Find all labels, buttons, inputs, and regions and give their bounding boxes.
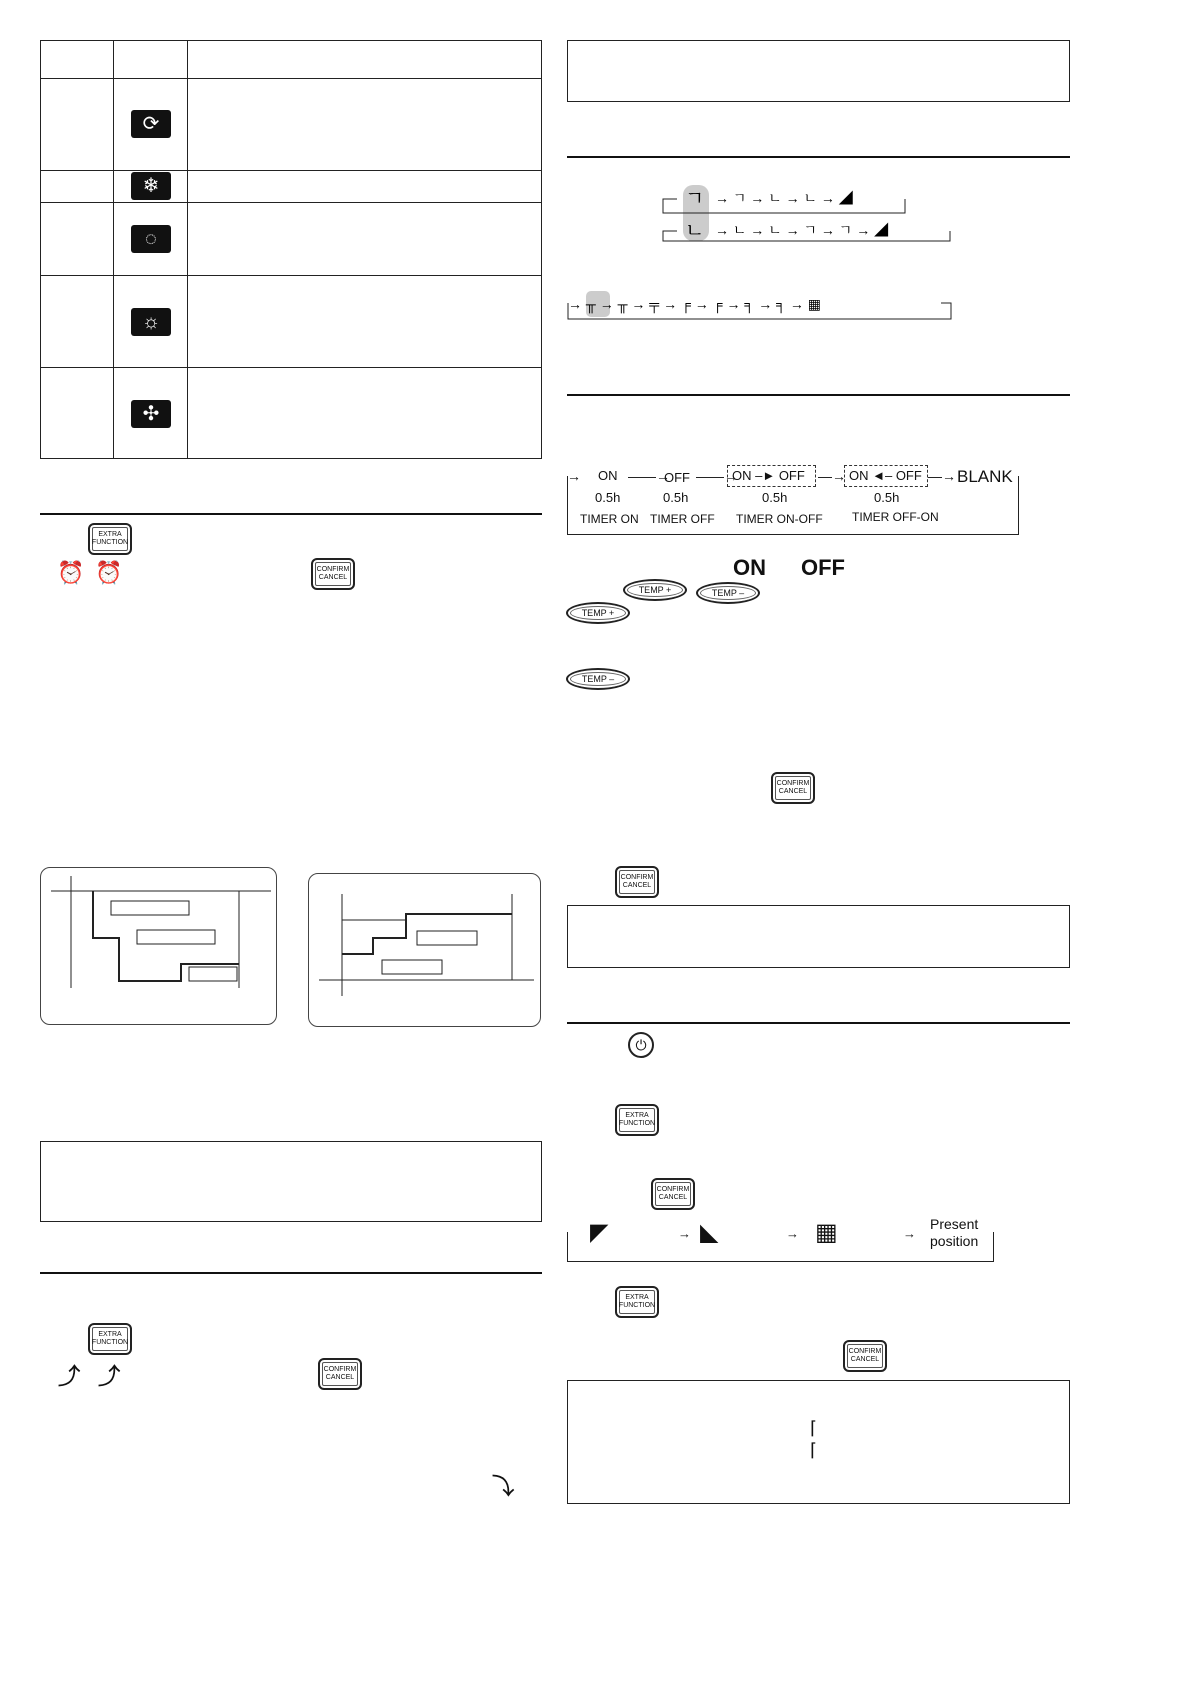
- section-divider: [567, 394, 1070, 396]
- confirm-cancel-button[interactable]: [318, 1358, 362, 1390]
- section-divider: [40, 513, 542, 515]
- confirm-cancel-button[interactable]: [843, 1340, 887, 1372]
- confirm-cancel-button[interactable]: [311, 558, 355, 590]
- note-box: [567, 1380, 1070, 1504]
- table-row-divider: [40, 170, 542, 171]
- svg-text:ㄴ: ㄴ: [685, 218, 705, 242]
- timer-hours: 0.5h: [762, 490, 788, 505]
- full-sweep-icon: ▦: [815, 1219, 838, 1246]
- button-label: CONFIRM: [848, 1348, 882, 1355]
- display-on: ON: [733, 555, 766, 580]
- button-label: CANCEL: [850, 1356, 880, 1363]
- extra-function-button[interactable]: [88, 1323, 132, 1355]
- auto-mode-icon: ⟳: [131, 110, 171, 138]
- extra-function-button[interactable]: [615, 1286, 659, 1318]
- display-off: OFF: [801, 555, 845, 580]
- table-row-divider: [40, 78, 542, 79]
- sweep-position: position: [930, 1233, 979, 1249]
- sleep-curve-heat: [309, 874, 542, 1028]
- svg-text:→ ㄱ → ㄴ → ㄴ → ◢: → ㄱ → ㄴ → ㄴ → ◢: [715, 190, 853, 206]
- table-row-divider: [40, 275, 542, 276]
- confirm-cancel-button[interactable]: [651, 1178, 695, 1210]
- timer-arrow: —→: [928, 468, 956, 484]
- extra-function-button[interactable]: [615, 1104, 659, 1136]
- section-divider: [40, 1272, 542, 1274]
- button-label: CANCEL: [778, 788, 808, 795]
- turbo-off-icon: ⤵: [492, 1474, 515, 1499]
- section-divider: [567, 156, 1070, 158]
- svg-text:→ ╥ → ╥ → ╤ → ╒ → ╒ → ╕ → ╕ →: → ╥ → ╥ → ╤ → ╒ → ╒ → ╕ → ╕ → ▦: [568, 296, 822, 312]
- button-label: EXTRA: [98, 1331, 122, 1338]
- button-label: FUNCTION: [618, 1302, 656, 1309]
- table-col-divider: [187, 40, 188, 459]
- timer-arrow: ——→: [628, 468, 670, 484]
- confirm-cancel-button[interactable]: [615, 866, 659, 898]
- button-label: CONFIRM: [323, 1366, 357, 1373]
- temp-minus-button[interactable]: TEMP –: [566, 668, 630, 690]
- timer-label: TIMER OFF-ON: [852, 510, 939, 524]
- sleep-icon: ⏰: [57, 560, 85, 585]
- confirm-cancel-button[interactable]: [771, 772, 815, 804]
- mode-table: [40, 40, 542, 459]
- table-row-divider: [40, 367, 542, 368]
- button-label: FUNCTION: [91, 1339, 129, 1346]
- button-label: CONFIRM: [656, 1186, 690, 1193]
- note-box: [567, 905, 1070, 968]
- horizontal-louver-sequence: [566, 287, 956, 323]
- fan-mode-icon: ✣: [131, 400, 171, 428]
- svg-text:ㄱ: ㄱ: [685, 186, 705, 210]
- timer-blank: BLANK: [957, 467, 1013, 486]
- timer-arrow: ——→: [696, 468, 738, 484]
- power-button[interactable]: [628, 1032, 654, 1058]
- sweep-arrow: →: [786, 1226, 799, 1241]
- timer-arrow: →: [567, 468, 581, 484]
- timer-hours: 0.5h: [874, 490, 900, 505]
- button-label: EXTRA: [98, 531, 122, 538]
- section-divider: [567, 1022, 1070, 1024]
- timer-hours: 0.5h: [663, 490, 689, 505]
- dry-mode-icon: ◌: [131, 225, 171, 253]
- button-label: CANCEL: [658, 1194, 688, 1201]
- button-label: FUNCTION: [91, 539, 129, 546]
- sleep-graph-cool: [40, 867, 277, 1025]
- vertical-flap-icon: ⌈: [810, 1418, 818, 1438]
- timer-off-on: ON ◄– OFF: [849, 468, 922, 483]
- vertical-flap-sequence: [655, 183, 955, 245]
- button-label: CANCEL: [325, 1374, 355, 1381]
- timer-on: ON: [598, 468, 618, 483]
- extra-function-button[interactable]: [88, 523, 132, 555]
- button-label: CONFIRM: [316, 566, 350, 573]
- cool-mode-icon: ❄: [131, 172, 171, 200]
- temp-plus-button[interactable]: TEMP +: [566, 602, 630, 624]
- temp-minus-button[interactable]: TEMP –: [696, 582, 760, 604]
- temp-plus-button[interactable]: TEMP +: [623, 579, 687, 601]
- button-label: CONFIRM: [620, 874, 654, 881]
- heat-mode-icon: ☼: [131, 308, 171, 336]
- button-label: CONFIRM: [776, 780, 810, 787]
- note-box: [40, 1141, 542, 1222]
- timer-on-off: ON –► OFF: [732, 468, 805, 483]
- button-label: EXTRA: [625, 1112, 649, 1119]
- table-col-divider: [113, 40, 114, 459]
- timer-label: TIMER ON: [580, 512, 639, 526]
- table-row-divider: [40, 202, 542, 203]
- note-box: [567, 40, 1070, 102]
- horizontal-flap-icon: ⌈: [810, 1440, 818, 1460]
- svg-text:→ ㄴ → ㄴ → ㄱ → ㄱ → ◢: → ㄴ → ㄴ → ㄱ → ㄱ → ◢: [715, 222, 889, 238]
- timer-label: TIMER OFF: [650, 512, 715, 526]
- timer-off: OFF: [664, 470, 690, 485]
- timer-arrow: —→: [818, 468, 846, 484]
- sweep-present: Present: [930, 1216, 979, 1232]
- timer-label: TIMER ON-OFF: [736, 512, 823, 526]
- sleep-icon: ⏰: [95, 560, 123, 585]
- button-label: CANCEL: [318, 574, 348, 581]
- vertical-sweep-icon: ◤: [590, 1219, 609, 1246]
- sleep-graph-heat: [308, 873, 541, 1027]
- button-label: EXTRA: [625, 1294, 649, 1301]
- sweep-arrow: →: [678, 1226, 691, 1241]
- turbo-icon: ⤴: [98, 1364, 121, 1389]
- sweep-arrow: →: [903, 1226, 916, 1241]
- power-icon: ⏻: [635, 1037, 647, 1053]
- turbo-icon: ⤴: [58, 1364, 81, 1389]
- button-label: CANCEL: [622, 882, 652, 889]
- sleep-curve-cool: [41, 868, 278, 1026]
- timer-hours: 0.5h: [595, 490, 621, 505]
- button-label: FUNCTION: [618, 1120, 656, 1127]
- horizontal-sweep-icon: ◣: [700, 1219, 719, 1246]
